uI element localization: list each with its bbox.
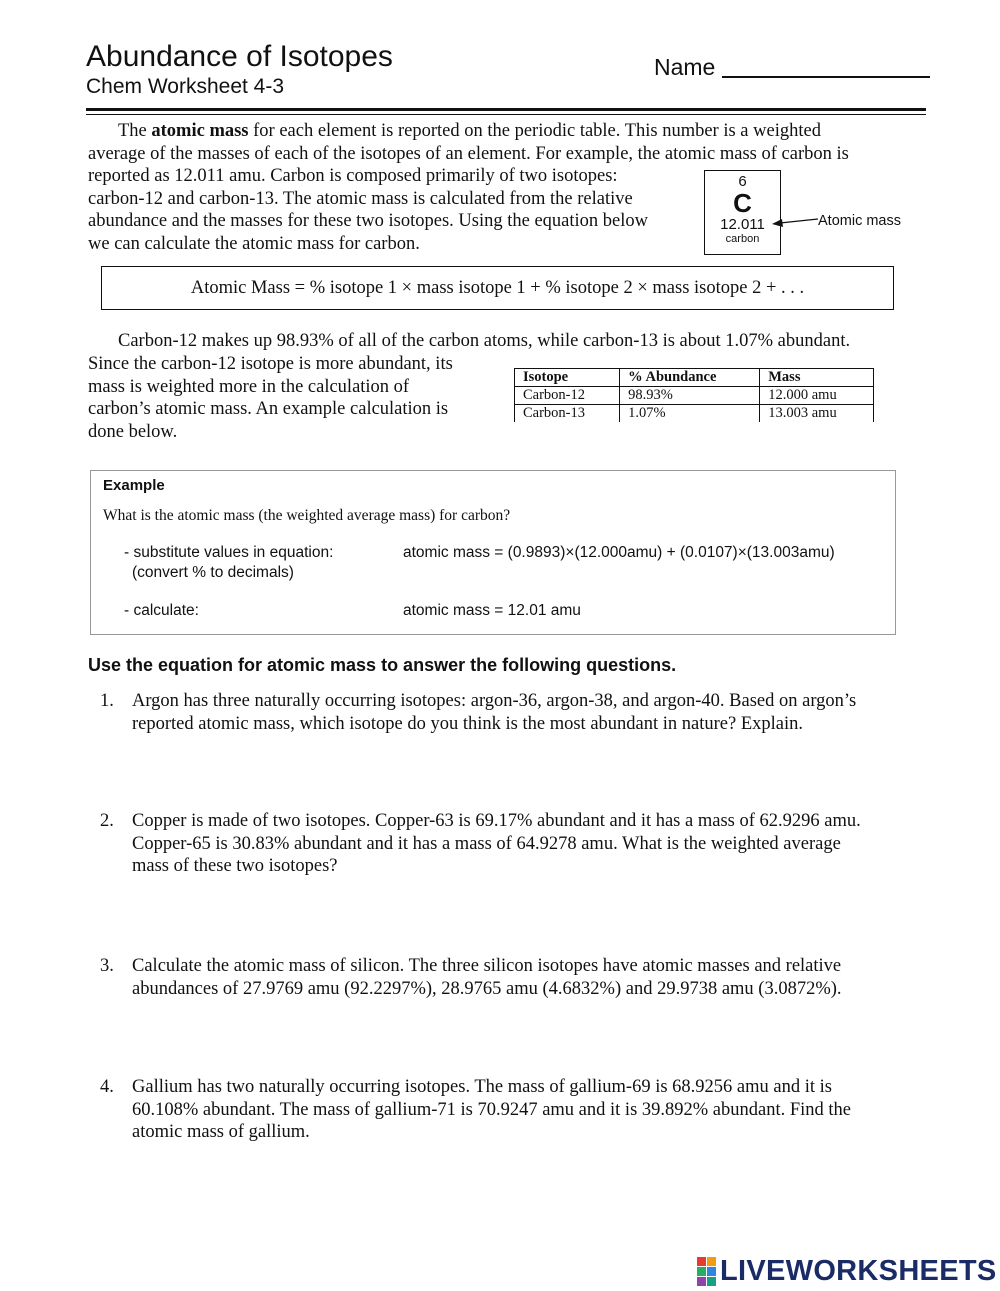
intro-paragraph bbox=[88, 120, 900, 165]
atomic-mass-equation bbox=[101, 266, 894, 310]
question-2 bbox=[100, 810, 910, 878]
question-line: Copper-65 is 30.83% abundant and it has a mass of 64.9278 amu. What is the weighted average bbox=[132, 833, 841, 854]
question-line: abundances of 27.9769 amu (92.2297%), 28.9765 amu (4.6832%) and 29.9738 amu (3.0872%). bbox=[132, 978, 842, 999]
carbon-line: Since the carbon-12 isotope is more abundant, its bbox=[88, 354, 453, 374]
logo-block bbox=[707, 1257, 716, 1266]
question-line: Argon has three naturally occurring isotopes: argon-36, argon-38, and argon-40. Based on argon’s bbox=[132, 691, 857, 711]
header-rule-thick bbox=[86, 108, 926, 111]
table-cell: 1.07% bbox=[620, 405, 760, 423]
table-header-row bbox=[515, 369, 874, 387]
example-step-calculate: - calculate: bbox=[124, 602, 199, 619]
carbon-line: carbon’s atomic mass. An example calculation is bbox=[88, 399, 449, 419]
question-number: 2. bbox=[100, 811, 114, 831]
carbon-paragraph bbox=[88, 330, 888, 353]
table-row bbox=[515, 387, 874, 405]
carbon-line: mass is weighted more in the calculation of bbox=[88, 376, 410, 397]
worksheet-title: Abundance of Isotopes bbox=[86, 40, 393, 73]
element-atomic-mass: 12.011 bbox=[720, 216, 765, 233]
instructions-heading: Use the equation for atomic mass to answer the following questions. bbox=[88, 655, 677, 675]
intro-line: average of the masses of each of the isotopes of an element. For example, the atomic mass of carbon is bbox=[88, 143, 849, 164]
element-symbol: C bbox=[733, 188, 752, 218]
intro-line: abundance and the masses for these two isotopes. Using the equation below bbox=[88, 211, 649, 231]
logo-block bbox=[697, 1257, 706, 1266]
table-cell: Carbon-12 bbox=[515, 387, 620, 405]
question-line: Calculate the atomic mass of silicon. The three silicon isotopes have atomic masses and relative bbox=[132, 956, 842, 976]
column-header: % Abundance bbox=[620, 369, 760, 387]
question-line: mass of these two isotopes? bbox=[132, 856, 338, 876]
intro-paragraph-continued bbox=[88, 165, 688, 255]
example-step-substitute: - substitute values in equation: bbox=[124, 544, 334, 561]
atomic-mass-annotation: Atomic mass bbox=[818, 213, 901, 229]
question-text bbox=[132, 690, 910, 735]
logo-text: LIVEWORKSHEETS bbox=[720, 1255, 997, 1287]
example-step-note: (convert % to decimals) bbox=[132, 564, 294, 581]
carbon-paragraph-continued bbox=[88, 353, 488, 443]
intro-text: for each element is reported on the periodic table. This number is a weighted bbox=[248, 121, 821, 141]
carbon-line: done below. bbox=[88, 421, 178, 442]
intro-line: reported as 12.011 amu. Carbon is composed primarily of two isotopes: bbox=[88, 166, 618, 186]
example-result: atomic mass = 12.01 amu bbox=[403, 602, 581, 619]
question-4 bbox=[100, 1076, 910, 1144]
question-text bbox=[132, 955, 910, 1000]
intro-line: we can calculate the atomic mass for carbon. bbox=[88, 233, 420, 254]
question-line: Gallium has two naturally occurring isotopes. The mass of gallium-69 is 68.9256 amu and it is bbox=[132, 1077, 832, 1097]
logo-block bbox=[697, 1267, 706, 1276]
question-number: 3. bbox=[100, 956, 114, 976]
table-cell: 98.93% bbox=[620, 387, 760, 405]
equation-text: Atomic Mass = % isotope 1 × mass isotope 1 + % isotope 2 × mass isotope 2 + . . . bbox=[190, 277, 805, 298]
intro-text: The bbox=[118, 121, 152, 141]
liveworksheets-logo-icon bbox=[697, 1257, 716, 1286]
example-equation-substituted: atomic mass = (0.9893)×(12.000amu) + (0.0107)×(13.003amu) bbox=[403, 544, 835, 561]
question-line: 60.108% abundant. The mass of gallium-71 is 70.9247 amu and it is 39.892% abundant. Find the bbox=[132, 1099, 852, 1120]
table-row bbox=[515, 405, 874, 423]
header-rule-thin bbox=[86, 114, 926, 115]
name-field-line[interactable] bbox=[722, 76, 930, 78]
carbon-line: Carbon-12 makes up 98.93% of all of the carbon atoms, while carbon-13 is about 1.07% abundant. bbox=[118, 331, 851, 351]
question-text bbox=[132, 810, 910, 878]
question-text bbox=[132, 1076, 910, 1144]
question-line: reported atomic mass, which isotope do you think is the most abundant in nature? Explain. bbox=[132, 713, 804, 734]
atomic-number: 6 bbox=[738, 173, 747, 190]
element-name: carbon bbox=[725, 233, 760, 245]
intro-line: carbon-12 and carbon-13. The atomic mass is calculated from the relative bbox=[88, 188, 633, 209]
column-header: Mass bbox=[760, 369, 874, 387]
column-header: Isotope bbox=[515, 369, 620, 387]
arrow-left-icon bbox=[772, 215, 820, 229]
question-number: 4. bbox=[100, 1077, 114, 1097]
element-tile-carbon bbox=[704, 170, 781, 255]
worksheet-subtitle: Chem Worksheet 4-3 bbox=[86, 75, 285, 98]
example-question: What is the atomic mass (the weighted average mass) for carbon? bbox=[103, 507, 511, 524]
question-line: Copper is made of two isotopes. Copper-63 is 69.17% abundant and it has a mass of 62.9296 amu. bbox=[132, 811, 861, 831]
isotope-table bbox=[514, 368, 874, 422]
question-1 bbox=[100, 690, 910, 735]
question-number: 1. bbox=[100, 691, 114, 711]
intro-bold-term: atomic mass bbox=[151, 121, 249, 141]
logo-block bbox=[707, 1267, 716, 1276]
table-cell: Carbon-13 bbox=[515, 405, 620, 423]
example-title: Example bbox=[103, 477, 165, 494]
logo-block bbox=[697, 1277, 706, 1286]
question-3 bbox=[100, 955, 910, 1000]
logo-block bbox=[707, 1277, 716, 1286]
liveworksheets-logo bbox=[697, 1255, 997, 1288]
table-cell: 13.003 amu bbox=[760, 405, 874, 423]
table-cell: 12.000 amu bbox=[760, 387, 874, 405]
question-line: atomic mass of gallium. bbox=[132, 1122, 310, 1142]
name-label: Name bbox=[654, 54, 716, 80]
